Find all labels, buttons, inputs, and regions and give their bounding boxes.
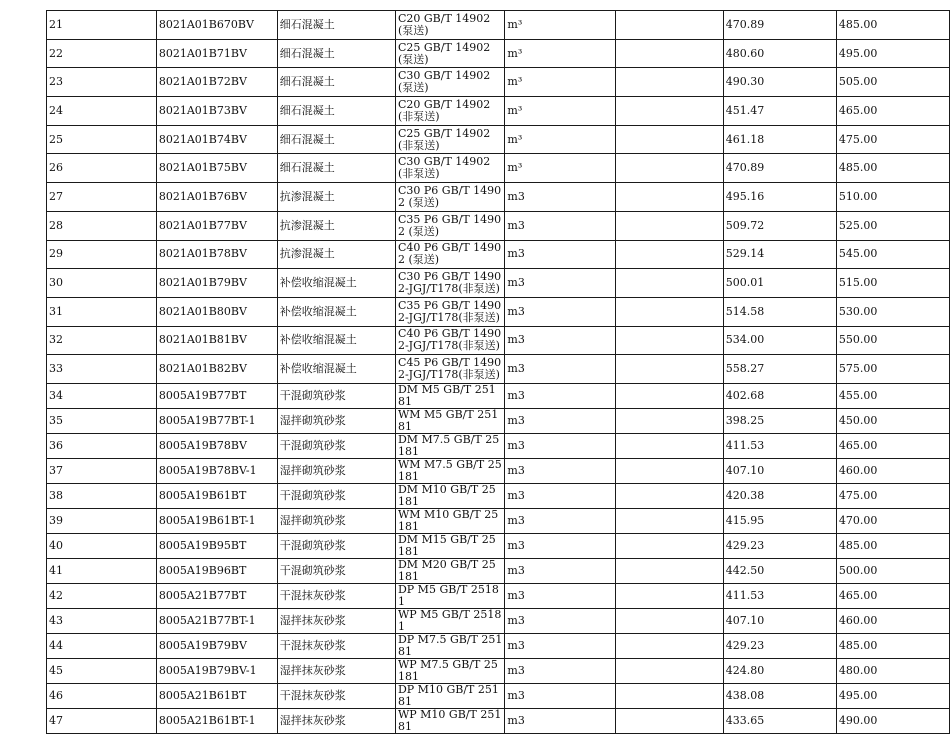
unit-cell: m³ xyxy=(505,11,615,40)
item-code-cell: 8021A01B670BV xyxy=(156,11,277,40)
price-cell-1: 495.16 xyxy=(723,183,836,212)
empty-cell xyxy=(615,558,723,583)
row-number-cell: 35 xyxy=(47,408,157,433)
material-name-cell: 细石混凝土 xyxy=(277,154,395,183)
unit-cell: m3 xyxy=(505,708,615,733)
empty-cell xyxy=(615,483,723,508)
table-row xyxy=(47,633,950,658)
spec-cell: WM M5 GB/T 25181 xyxy=(395,408,504,433)
unit-cell: m3 xyxy=(505,297,615,326)
price-cell-2: 470.00 xyxy=(836,508,949,533)
material-name-cell: 抗渗混凝土 xyxy=(277,183,395,212)
table-row xyxy=(47,154,950,183)
price-cell-2: 510.00 xyxy=(836,183,949,212)
row-number-cell: 26 xyxy=(47,154,157,183)
spec-cell: DM M20 GB/T 25181 xyxy=(395,558,504,583)
row-number-cell: 32 xyxy=(47,326,157,355)
item-code-cell: 8021A01B82BV xyxy=(156,355,277,384)
item-code-cell: 8005A19B78BV-1 xyxy=(156,458,277,483)
item-code-cell: 8021A01B74BV xyxy=(156,125,277,154)
table-row xyxy=(47,68,950,97)
price-cell-2: 455.00 xyxy=(836,383,949,408)
spec-cell: DM M5 GB/T 25181 xyxy=(395,383,504,408)
unit-cell: m³ xyxy=(505,154,615,183)
row-number-cell: 38 xyxy=(47,483,157,508)
table-row xyxy=(47,458,950,483)
table-row xyxy=(47,658,950,683)
unit-cell: m3 xyxy=(505,483,615,508)
price-cell-1: 398.25 xyxy=(723,408,836,433)
table-row xyxy=(47,39,950,68)
empty-cell xyxy=(615,183,723,212)
price-cell-1: 534.00 xyxy=(723,326,836,355)
price-cell-1: 500.01 xyxy=(723,269,836,298)
material-name-cell: 干混砌筑砂浆 xyxy=(277,433,395,458)
spec-cell: C20 GB/T 14902 (泵送) xyxy=(395,11,504,40)
empty-cell xyxy=(615,240,723,269)
price-cell-1: 514.58 xyxy=(723,297,836,326)
price-cell-1: 411.53 xyxy=(723,433,836,458)
unit-cell: m³ xyxy=(505,39,615,68)
price-cell-1: 470.89 xyxy=(723,11,836,40)
row-number-cell: 34 xyxy=(47,383,157,408)
price-cell-1: 407.10 xyxy=(723,608,836,633)
empty-cell xyxy=(615,408,723,433)
unit-cell: m3 xyxy=(505,240,615,269)
spec-cell: C45 P6 GB/T 14902-JGJ/T178(非泵送) xyxy=(395,355,504,384)
unit-cell: m³ xyxy=(505,97,615,126)
spec-cell: DP M5 GB/T 25181 xyxy=(395,583,504,608)
item-code-cell: 8021A01B72BV xyxy=(156,68,277,97)
table-row xyxy=(47,408,950,433)
table-row xyxy=(47,355,950,384)
spec-cell: DP M7.5 GB/T 25181 xyxy=(395,633,504,658)
material-name-cell: 湿拌砌筑砂浆 xyxy=(277,458,395,483)
row-number-cell: 44 xyxy=(47,633,157,658)
spec-cell: C30 GB/T 14902 (非泵送) xyxy=(395,154,504,183)
price-cell-1: 411.53 xyxy=(723,583,836,608)
unit-cell: m3 xyxy=(505,433,615,458)
empty-cell xyxy=(615,269,723,298)
material-name-cell: 补偿收缩混凝土 xyxy=(277,269,395,298)
empty-cell xyxy=(615,297,723,326)
row-number-cell: 30 xyxy=(47,269,157,298)
row-number-cell: 31 xyxy=(47,297,157,326)
price-table-body xyxy=(47,11,950,734)
unit-cell: m3 xyxy=(505,558,615,583)
price-cell-1: 509.72 xyxy=(723,211,836,240)
table-row xyxy=(47,608,950,633)
row-number-cell: 37 xyxy=(47,458,157,483)
row-number-cell: 23 xyxy=(47,68,157,97)
material-name-cell: 补偿收缩混凝土 xyxy=(277,355,395,384)
spec-cell: C20 GB/T 14902 (非泵送) xyxy=(395,97,504,126)
item-code-cell: 8021A01B77BV xyxy=(156,211,277,240)
unit-cell: m3 xyxy=(505,633,615,658)
price-cell-2: 475.00 xyxy=(836,125,949,154)
spec-cell: C30 GB/T 14902 (泵送) xyxy=(395,68,504,97)
empty-cell xyxy=(615,658,723,683)
row-number-cell: 42 xyxy=(47,583,157,608)
price-cell-2: 450.00 xyxy=(836,408,949,433)
price-cell-2: 550.00 xyxy=(836,326,949,355)
material-name-cell: 干混砌筑砂浆 xyxy=(277,533,395,558)
row-number-cell: 33 xyxy=(47,355,157,384)
unit-cell: m³ xyxy=(505,125,615,154)
empty-cell xyxy=(615,583,723,608)
spec-cell: C30 P6 GB/T 14902-JGJ/T178(非泵送) xyxy=(395,269,504,298)
table-row xyxy=(47,211,950,240)
price-cell-2: 575.00 xyxy=(836,355,949,384)
row-number-cell: 25 xyxy=(47,125,157,154)
price-cell-2: 485.00 xyxy=(836,154,949,183)
price-cell-2: 495.00 xyxy=(836,39,949,68)
item-code-cell: 8021A01B79BV xyxy=(156,269,277,298)
spec-cell: WP M7.5 GB/T 25181 xyxy=(395,658,504,683)
item-code-cell: 8005A21B77BT xyxy=(156,583,277,608)
price-cell-1: 442.50 xyxy=(723,558,836,583)
price-cell-2: 490.00 xyxy=(836,708,949,733)
row-number-cell: 47 xyxy=(47,708,157,733)
material-name-cell: 细石混凝土 xyxy=(277,125,395,154)
row-number-cell: 46 xyxy=(47,683,157,708)
spec-cell: DM M10 GB/T 25181 xyxy=(395,483,504,508)
table-row xyxy=(47,558,950,583)
spec-cell: C25 GB/T 14902 (非泵送) xyxy=(395,125,504,154)
unit-cell: m3 xyxy=(505,183,615,212)
material-name-cell: 干混抹灰砂浆 xyxy=(277,683,395,708)
row-number-cell: 36 xyxy=(47,433,157,458)
table-row xyxy=(47,183,950,212)
item-code-cell: 8005A19B79BV xyxy=(156,633,277,658)
price-cell-2: 505.00 xyxy=(836,68,949,97)
table-row xyxy=(47,269,950,298)
material-name-cell: 湿拌抹灰砂浆 xyxy=(277,608,395,633)
item-code-cell: 8005A21B61BT xyxy=(156,683,277,708)
unit-cell: m3 xyxy=(505,269,615,298)
price-cell-2: 530.00 xyxy=(836,297,949,326)
price-cell-1: 402.68 xyxy=(723,383,836,408)
row-number-cell: 29 xyxy=(47,240,157,269)
material-name-cell: 干混抹灰砂浆 xyxy=(277,583,395,608)
table-row xyxy=(47,240,950,269)
material-name-cell: 干混砌筑砂浆 xyxy=(277,483,395,508)
row-number-cell: 40 xyxy=(47,533,157,558)
price-cell-2: 485.00 xyxy=(836,11,949,40)
unit-cell: m3 xyxy=(505,383,615,408)
row-number-cell: 24 xyxy=(47,97,157,126)
price-cell-1: 558.27 xyxy=(723,355,836,384)
table-row xyxy=(47,683,950,708)
price-cell-1: 420.38 xyxy=(723,483,836,508)
empty-cell xyxy=(615,508,723,533)
row-number-cell: 43 xyxy=(47,608,157,633)
unit-cell: m3 xyxy=(505,408,615,433)
price-cell-1: 424.80 xyxy=(723,658,836,683)
unit-cell: m3 xyxy=(505,533,615,558)
empty-cell xyxy=(615,683,723,708)
table-row xyxy=(47,583,950,608)
price-cell-2: 465.00 xyxy=(836,97,949,126)
spec-cell: C40 P6 GB/T 14902 (泵送) xyxy=(395,240,504,269)
empty-cell xyxy=(615,433,723,458)
table-row xyxy=(47,297,950,326)
empty-cell xyxy=(615,633,723,658)
spec-cell: C35 P6 GB/T 14902-JGJ/T178(非泵送) xyxy=(395,297,504,326)
price-cell-1: 415.95 xyxy=(723,508,836,533)
price-cell-2: 485.00 xyxy=(836,533,949,558)
empty-cell xyxy=(615,154,723,183)
unit-cell: m3 xyxy=(505,683,615,708)
empty-cell xyxy=(615,383,723,408)
unit-cell: m3 xyxy=(505,608,615,633)
item-code-cell: 8005A19B61BT-1 xyxy=(156,508,277,533)
empty-cell xyxy=(615,326,723,355)
row-number-cell: 41 xyxy=(47,558,157,583)
spec-cell: WP M10 GB/T 25181 xyxy=(395,708,504,733)
price-cell-1: 407.10 xyxy=(723,458,836,483)
spec-cell: C40 P6 GB/T 14902-JGJ/T178(非泵送) xyxy=(395,326,504,355)
empty-cell xyxy=(615,125,723,154)
item-code-cell: 8021A01B78BV xyxy=(156,240,277,269)
spec-cell: C35 P6 GB/T 14902 (泵送) xyxy=(395,211,504,240)
item-code-cell: 8005A19B96BT xyxy=(156,558,277,583)
table-row xyxy=(47,433,950,458)
spec-cell: DP M10 GB/T 25181 xyxy=(395,683,504,708)
item-code-cell: 8005A19B79BV-1 xyxy=(156,658,277,683)
material-name-cell: 抗渗混凝土 xyxy=(277,240,395,269)
unit-cell: m3 xyxy=(505,583,615,608)
spec-cell: C30 P6 GB/T 14902 (泵送) xyxy=(395,183,504,212)
unit-cell: m3 xyxy=(505,355,615,384)
material-name-cell: 湿拌抹灰砂浆 xyxy=(277,658,395,683)
price-cell-1: 433.65 xyxy=(723,708,836,733)
row-number-cell: 27 xyxy=(47,183,157,212)
spec-cell: DM M15 GB/T 25181 xyxy=(395,533,504,558)
item-code-cell: 8021A01B73BV xyxy=(156,97,277,126)
item-code-cell: 8021A01B71BV xyxy=(156,39,277,68)
empty-cell xyxy=(615,39,723,68)
price-cell-2: 500.00 xyxy=(836,558,949,583)
empty-cell xyxy=(615,68,723,97)
material-name-cell: 细石混凝土 xyxy=(277,39,395,68)
item-code-cell: 8005A19B95BT xyxy=(156,533,277,558)
unit-cell: m3 xyxy=(505,211,615,240)
table-row xyxy=(47,383,950,408)
empty-cell xyxy=(615,97,723,126)
spec-cell: DM M7.5 GB/T 25181 xyxy=(395,433,504,458)
price-cell-1: 461.18 xyxy=(723,125,836,154)
empty-cell xyxy=(615,11,723,40)
empty-cell xyxy=(615,608,723,633)
table-row xyxy=(47,125,950,154)
item-code-cell: 8005A21B61BT-1 xyxy=(156,708,277,733)
row-number-cell: 28 xyxy=(47,211,157,240)
price-cell-2: 460.00 xyxy=(836,608,949,633)
price-cell-1: 438.08 xyxy=(723,683,836,708)
price-cell-2: 525.00 xyxy=(836,211,949,240)
item-code-cell: 8021A01B75BV xyxy=(156,154,277,183)
price-cell-1: 429.23 xyxy=(723,633,836,658)
material-name-cell: 细石混凝土 xyxy=(277,68,395,97)
material-name-cell: 补偿收缩混凝土 xyxy=(277,326,395,355)
material-name-cell: 湿拌抹灰砂浆 xyxy=(277,708,395,733)
price-cell-2: 475.00 xyxy=(836,483,949,508)
material-name-cell: 补偿收缩混凝土 xyxy=(277,297,395,326)
table-row xyxy=(47,483,950,508)
spec-cell: WP M5 GB/T 25181 xyxy=(395,608,504,633)
material-name-cell: 抗渗混凝土 xyxy=(277,211,395,240)
price-cell-1: 451.47 xyxy=(723,97,836,126)
table-row xyxy=(47,326,950,355)
item-code-cell: 8005A19B77BT xyxy=(156,383,277,408)
row-number-cell: 39 xyxy=(47,508,157,533)
price-table xyxy=(46,10,950,734)
material-name-cell: 湿拌砌筑砂浆 xyxy=(277,408,395,433)
material-name-cell: 干混砌筑砂浆 xyxy=(277,558,395,583)
price-cell-1: 490.30 xyxy=(723,68,836,97)
price-cell-2: 480.00 xyxy=(836,658,949,683)
table-row xyxy=(47,97,950,126)
material-name-cell: 干混抹灰砂浆 xyxy=(277,633,395,658)
material-name-cell: 湿拌砌筑砂浆 xyxy=(277,508,395,533)
item-code-cell: 8021A01B76BV xyxy=(156,183,277,212)
unit-cell: m3 xyxy=(505,326,615,355)
price-cell-2: 485.00 xyxy=(836,633,949,658)
unit-cell: m3 xyxy=(505,458,615,483)
unit-cell: m3 xyxy=(505,658,615,683)
material-name-cell: 细石混凝土 xyxy=(277,97,395,126)
spec-cell: C25 GB/T 14902 (泵送) xyxy=(395,39,504,68)
price-cell-1: 480.60 xyxy=(723,39,836,68)
material-name-cell: 细石混凝土 xyxy=(277,11,395,40)
material-name-cell: 干混砌筑砂浆 xyxy=(277,383,395,408)
item-code-cell: 8005A19B61BT xyxy=(156,483,277,508)
row-number-cell: 21 xyxy=(47,11,157,40)
empty-cell xyxy=(615,533,723,558)
price-cell-1: 470.89 xyxy=(723,154,836,183)
spec-cell: WM M10 GB/T 25181 xyxy=(395,508,504,533)
price-cell-2: 545.00 xyxy=(836,240,949,269)
price-cell-2: 460.00 xyxy=(836,458,949,483)
item-code-cell: 8005A19B78BV xyxy=(156,433,277,458)
table-row xyxy=(47,11,950,40)
price-cell-2: 465.00 xyxy=(836,583,949,608)
table-row xyxy=(47,533,950,558)
price-cell-2: 465.00 xyxy=(836,433,949,458)
price-cell-1: 529.14 xyxy=(723,240,836,269)
table-row xyxy=(47,708,950,733)
empty-cell xyxy=(615,458,723,483)
row-number-cell: 22 xyxy=(47,39,157,68)
item-code-cell: 8021A01B81BV xyxy=(156,326,277,355)
unit-cell: m3 xyxy=(505,508,615,533)
price-cell-1: 429.23 xyxy=(723,533,836,558)
price-cell-2: 515.00 xyxy=(836,269,949,298)
spec-cell: WM M7.5 GB/T 25181 xyxy=(395,458,504,483)
item-code-cell: 8005A21B77BT-1 xyxy=(156,608,277,633)
price-cell-2: 495.00 xyxy=(836,683,949,708)
unit-cell: m³ xyxy=(505,68,615,97)
row-number-cell: 45 xyxy=(47,658,157,683)
empty-cell xyxy=(615,211,723,240)
item-code-cell: 8021A01B80BV xyxy=(156,297,277,326)
table-row xyxy=(47,508,950,533)
empty-cell xyxy=(615,708,723,733)
empty-cell xyxy=(615,355,723,384)
item-code-cell: 8005A19B77BT-1 xyxy=(156,408,277,433)
